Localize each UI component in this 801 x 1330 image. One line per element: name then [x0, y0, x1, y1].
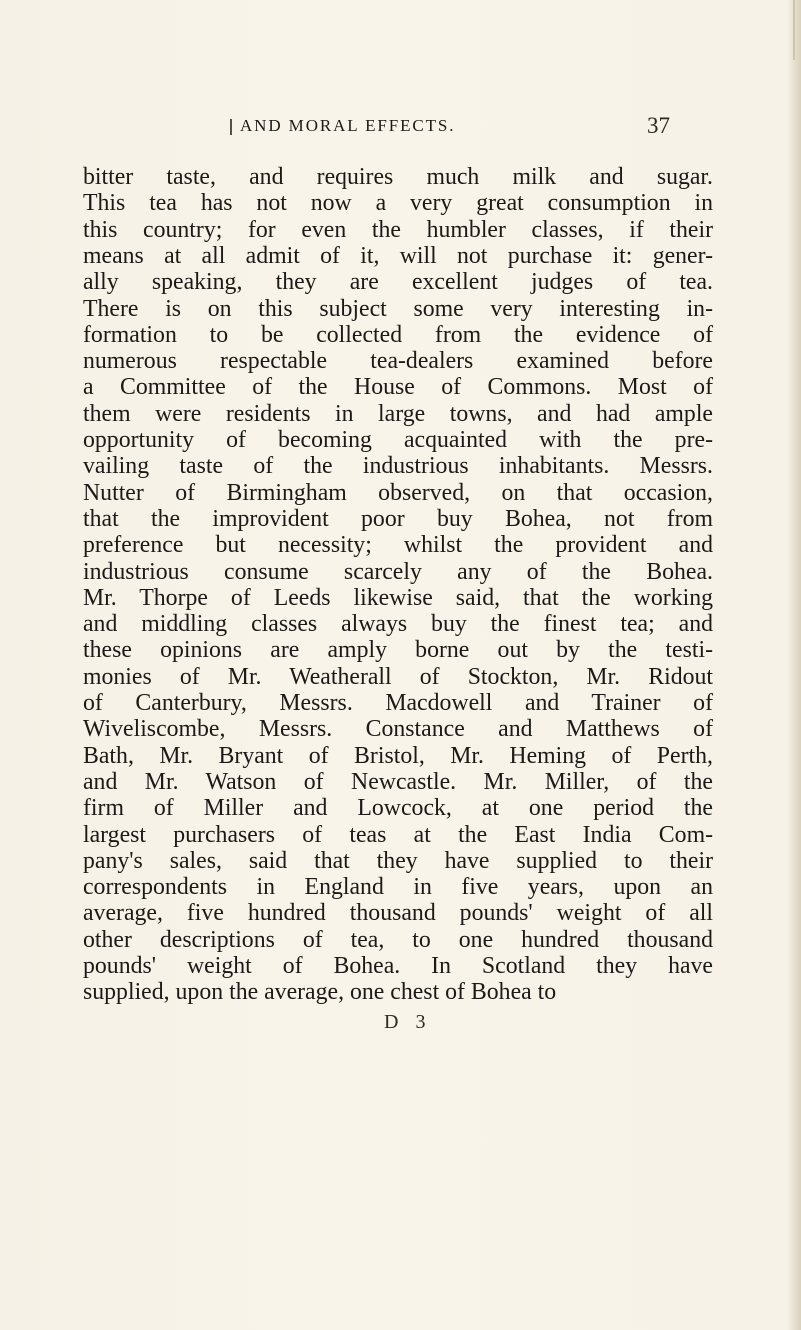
text-line: vailing taste of the industrious inhabitants. Messrs.: [83, 453, 713, 480]
text-line: ally speaking, they are excellent judges of tea.: [83, 269, 713, 296]
text-line: largest purchasers of teas at the East India Com-: [83, 821, 713, 848]
text-line: formation to be collected from the evidence of: [83, 321, 713, 348]
text-line: a Committee of the House of Commons. Most of: [83, 374, 713, 401]
signature-mark: D 3: [384, 1011, 432, 1033]
text-line: opportunity of becoming acquainted with the pre-: [83, 427, 713, 453]
text-line: them were residents in large towns, and had ample: [83, 400, 713, 427]
header-tick-mark: [230, 119, 232, 135]
text-line: means at all admit of it, will not purchase it: gener-: [83, 242, 713, 269]
text-line: Bath, Mr. Bryant of Bristol, Mr. Heming of Perth,: [83, 742, 713, 769]
text-line: these opinions are amply borne out by the testi-: [83, 637, 713, 664]
text-line: correspondents in England in five years, upon an: [83, 874, 713, 901]
page-edge-shadow: [787, 0, 801, 1330]
text-line: of Canterbury, Messrs. Macdowell and Trainer of: [83, 690, 713, 716]
text-line: This tea has not now a very great consumption in: [83, 190, 713, 217]
text-line: numerous respectable tea-dealers examined before: [83, 348, 713, 375]
text-line: and middling classes always buy the finest tea; and: [83, 611, 713, 638]
text-line: There is on this subject some very interesting in-: [83, 295, 713, 322]
page-number: 37: [647, 113, 670, 138]
text-line: Wiveliscombe, Messrs. Constance and Matthews of: [83, 716, 713, 743]
text-line: pany's sales, said that they have supplied to their: [83, 847, 713, 874]
text-line: bitter taste, and requires much milk and sugar.: [83, 164, 713, 190]
text-line: and Mr. Watson of Newcastle. Mr. Miller, of the: [83, 768, 713, 795]
text-line: Mr. Thorpe of Leeds likewise said, that the working: [83, 584, 713, 611]
text-line: preference but necessity; whilst the provident and: [83, 532, 713, 559]
text-line: monies of Mr. Weatherall of Stockton, Mr. Ridout: [83, 663, 713, 690]
page-header: [230, 113, 670, 146]
text-line: firm of Miller and Lowcock, at one period the: [83, 795, 713, 822]
text-line: this country; for even the humbler classes, if their: [83, 216, 713, 243]
text-line: other descriptions of tea, to one hundred thousand: [83, 926, 713, 953]
text-line: that the improvident poor buy Bohea, not from: [83, 505, 713, 532]
text-line: supplied, upon the average, one chest of Bohea to: [83, 979, 557, 1006]
text-line: industrious consume scarcely any of the Bohea.: [83, 558, 713, 585]
running-head: AND MORAL EFFECTS.: [240, 116, 456, 135]
text-line: pounds' weight of Bohea. In Scotland they have: [83, 953, 713, 979]
text-line: average, five hundred thousand pounds' weight of all: [83, 900, 713, 927]
text-line: Nutter of Birmingham observed, on that occasion,: [83, 479, 713, 506]
page-edge-mark: [793, 0, 795, 60]
